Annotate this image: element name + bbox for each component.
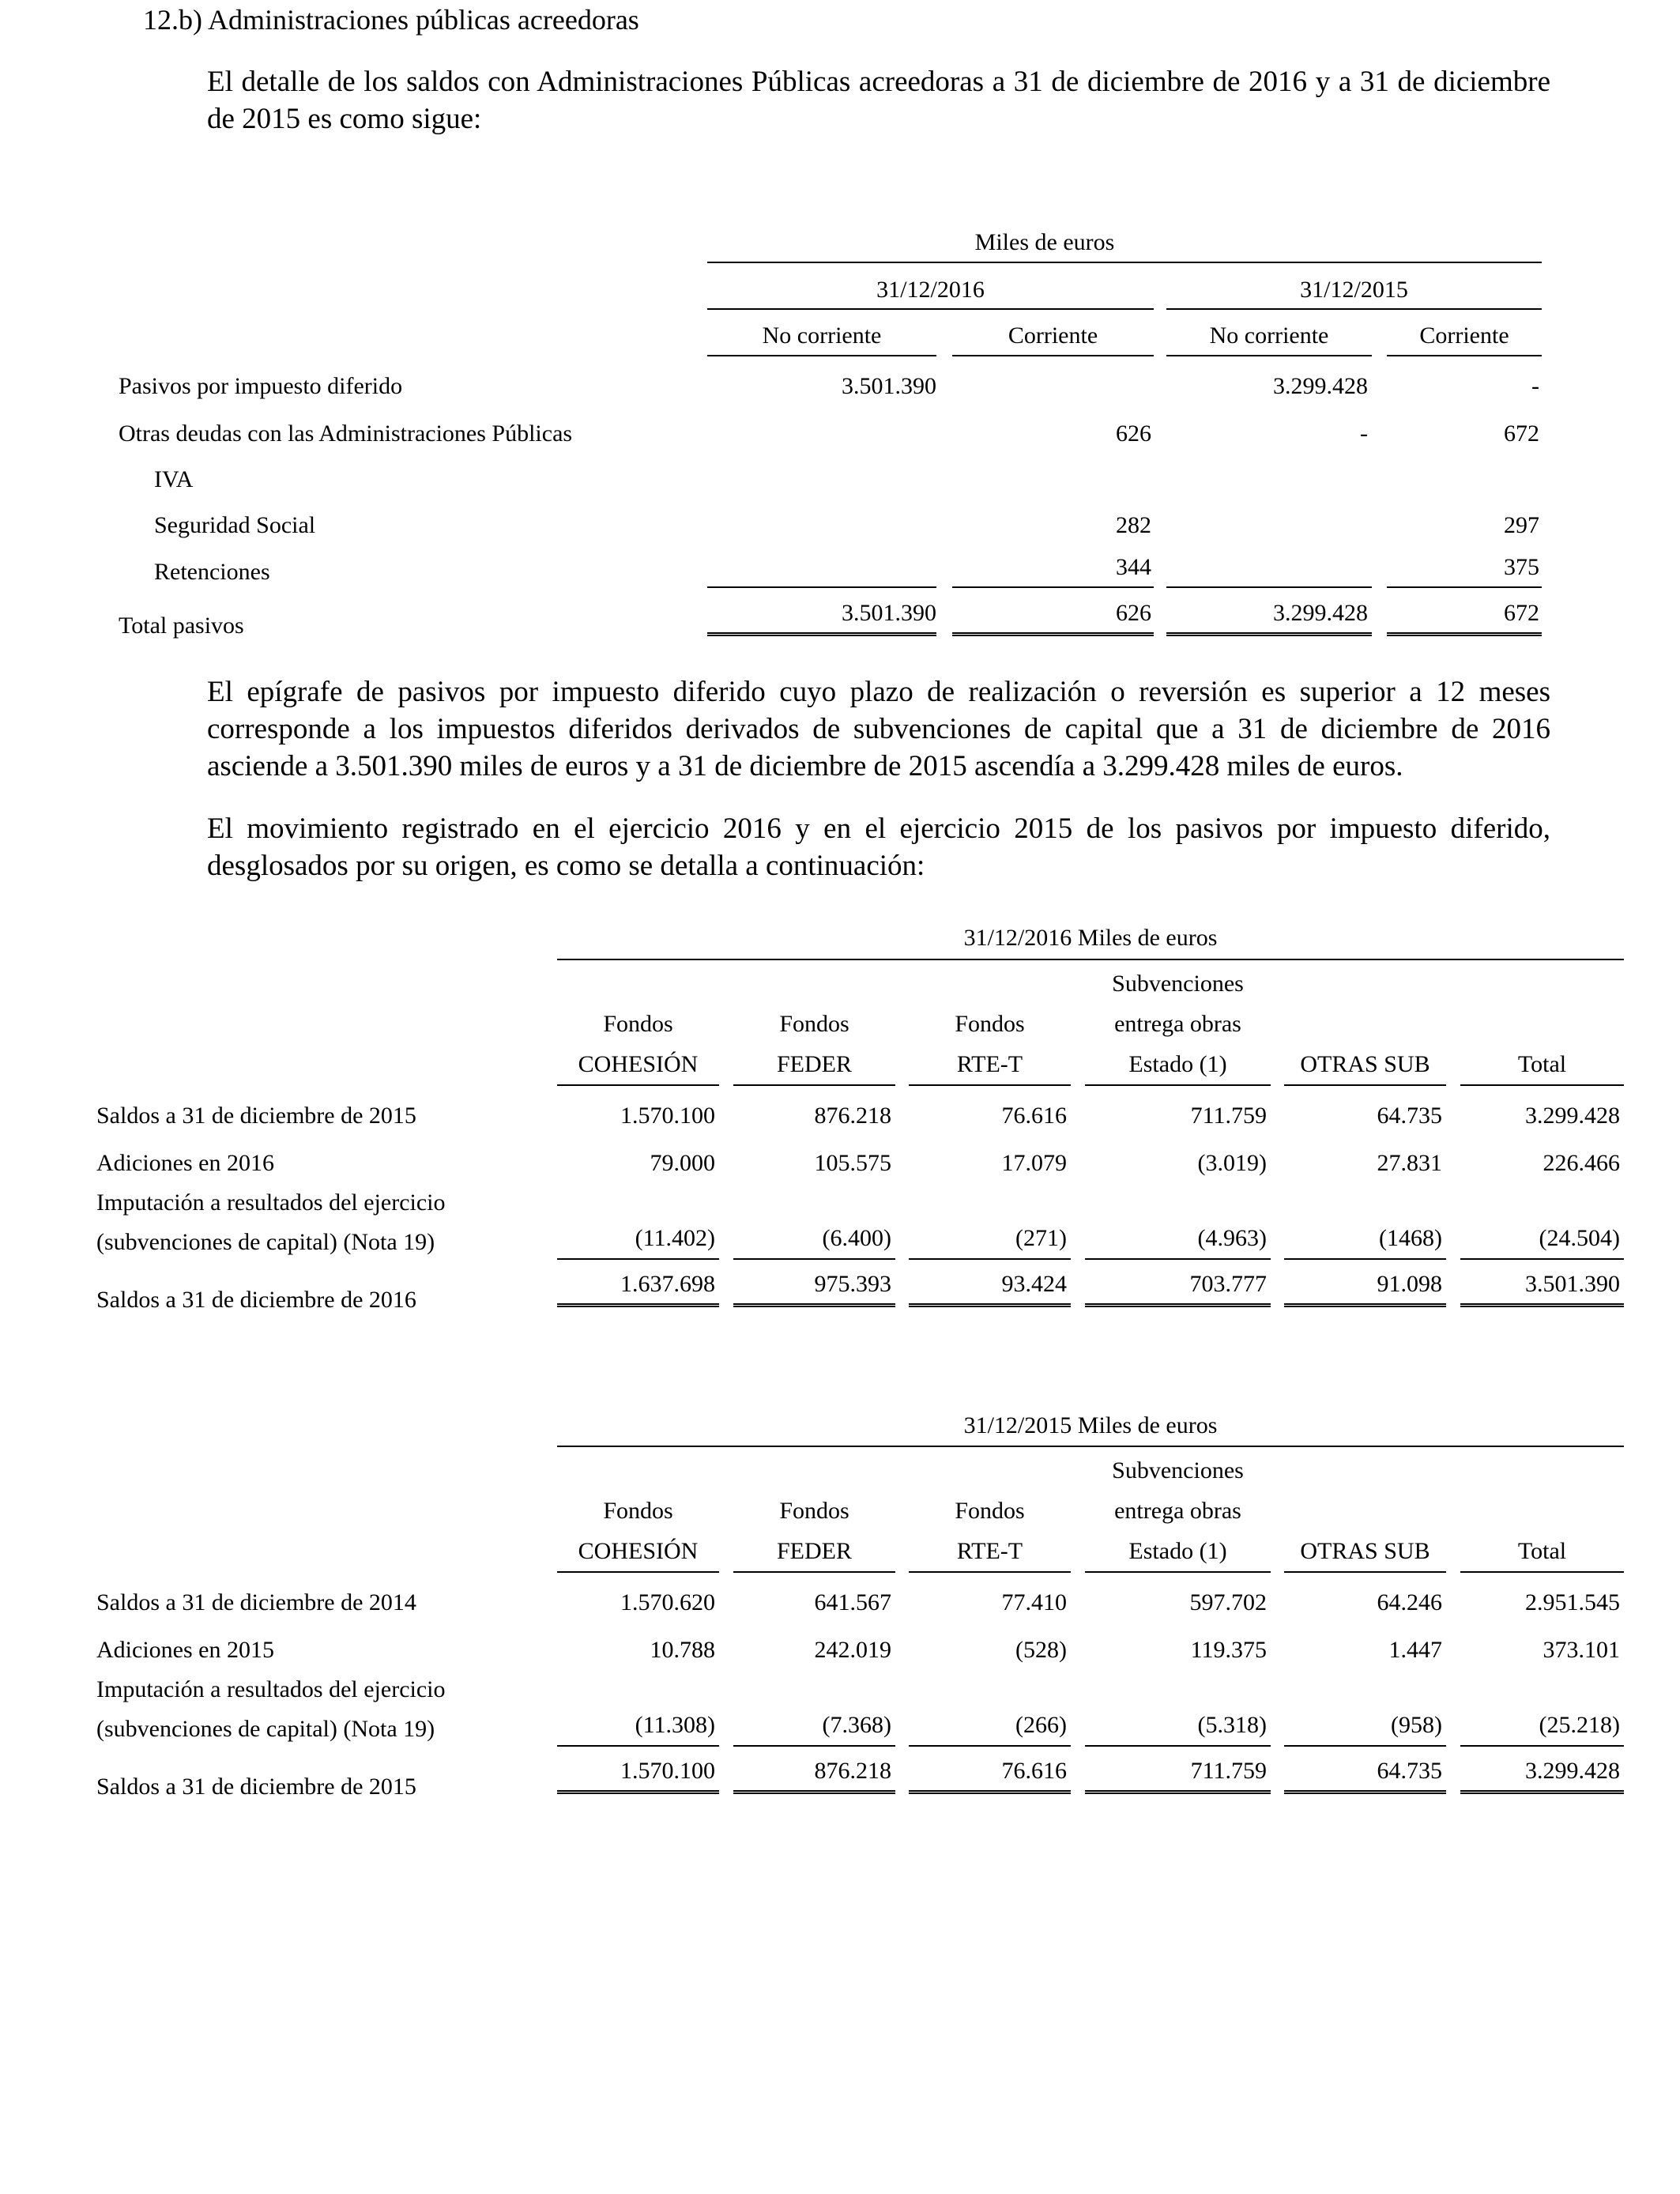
total-double-rule: [1460, 1303, 1624, 1307]
table-cell: 876.218: [814, 1758, 891, 1784]
table2-header: Fondos: [779, 1011, 849, 1037]
table2-col-rule: [1085, 1084, 1271, 1086]
table-row-label: Saldos a 31 de diciembre de 2015: [96, 1103, 416, 1129]
table-cell: 76.616: [1001, 1103, 1067, 1129]
table3-header: Total: [1517, 1538, 1567, 1564]
table3-col-rule: [1085, 1571, 1271, 1573]
table-row-label: (subvenciones de capital) (Nota 19): [96, 1716, 435, 1742]
total-double-rule: [1166, 632, 1372, 636]
intro-paragraph: El detalle de los saldos con Administraciones Públicas acreedoras a 31 de diciembre de 2016 y a 31 de diciembre de 2015 es como sigue:: [207, 66, 1550, 135]
table-row-label: Saldos a 31 de diciembre de 2015: [96, 1774, 416, 1800]
table1-rule-2015: [1166, 308, 1542, 310]
table3-header: Fondos: [779, 1498, 849, 1524]
table2-col-rule: [1284, 1084, 1446, 1086]
table-cell: 626: [1116, 600, 1151, 626]
table-cell: 3.501.390: [842, 600, 936, 626]
table-cell: 711.759: [1190, 1103, 1267, 1129]
table-cell: 672: [1504, 600, 1539, 626]
table-cell: 711.759: [1190, 1758, 1267, 1784]
table-cell: 27.831: [1377, 1150, 1442, 1176]
total-double-rule: [1387, 632, 1542, 636]
table-cell: 64.735: [1377, 1103, 1442, 1129]
table1-col-header: No corriente: [762, 322, 882, 349]
table-row-label: IVA: [154, 466, 194, 492]
section-heading: 12.b) Administraciones públicas acreedoras: [143, 4, 639, 36]
table-row-label: Retenciones: [154, 559, 270, 585]
table2-header: COHESIÓN: [578, 1051, 699, 1077]
table3-col-rule: [1284, 1571, 1446, 1573]
table3-header: COHESIÓN: [578, 1538, 699, 1564]
table3-header: Fondos: [603, 1498, 673, 1524]
subtotal-rule: [1284, 1745, 1446, 1747]
table1-rule-2016: [707, 308, 1154, 310]
subtotal-rule: [1387, 586, 1542, 588]
table-cell: 91.098: [1377, 1271, 1442, 1297]
table2-header: Fondos: [603, 1011, 673, 1037]
table-cell: (25.218): [1539, 1712, 1620, 1738]
table3-caption: 31/12/2015 Miles de euros: [963, 1412, 1218, 1438]
table2-header: entrega obras: [1114, 1011, 1241, 1037]
table-row-label: (subvenciones de capital) (Nota 19): [96, 1229, 435, 1255]
table-cell: (3.019): [1197, 1150, 1267, 1176]
table-cell: -: [1360, 420, 1368, 447]
table-cell: 93.424: [1001, 1271, 1067, 1297]
table-cell: 64.246: [1377, 1589, 1442, 1615]
table2-rule-top: [557, 959, 1624, 960]
total-double-rule: [707, 632, 936, 636]
table-cell: 641.567: [814, 1589, 891, 1615]
table-row-label: Total pasivos: [119, 613, 244, 639]
subtotal-rule: [733, 1258, 895, 1260]
table2-caption: 31/12/2016 Miles de euros: [963, 925, 1218, 951]
table-cell: 1.447: [1388, 1637, 1442, 1663]
table-cell: 703.777: [1189, 1271, 1267, 1297]
table1-unit: Miles de euros: [974, 229, 1115, 255]
table-cell: (528): [1015, 1637, 1067, 1663]
table-cell: 975.393: [814, 1271, 891, 1297]
table1-rule-top: [707, 262, 1542, 263]
table-cell: 2.951.545: [1525, 1589, 1620, 1615]
table3-col-rule: [909, 1571, 1071, 1573]
table-cell: 876.218: [814, 1103, 891, 1129]
total-double-rule: [1284, 1790, 1446, 1794]
table2-header: OTRAS SUB: [1300, 1051, 1430, 1077]
table2-header: RTE-T: [956, 1051, 1023, 1077]
table3-col-rule: [557, 1571, 719, 1573]
table-cell: 3.299.428: [1273, 373, 1368, 399]
table1-col-header: Corriente: [1419, 322, 1509, 349]
table-cell: (266): [1015, 1712, 1067, 1738]
movement-paragraph: El movimiento registrado en el ejercicio 2016 y en el ejercicio 2015 de los pasivos por impuesto diferido, desglosados por su origen, es como se detalla a continuación:: [207, 812, 1550, 882]
table-cell: 3.299.428: [1525, 1103, 1620, 1129]
table2-header: Estado (1): [1128, 1051, 1227, 1077]
table3-header: OTRAS SUB: [1300, 1538, 1430, 1564]
table-cell: (4.963): [1197, 1225, 1267, 1251]
table-row-label: Saldos a 31 de diciembre de 2014: [96, 1589, 416, 1615]
table-row-label: Otras deudas con las Administraciones Públicas: [119, 420, 573, 447]
table-cell: 1.570.100: [620, 1103, 715, 1129]
table3-col-rule: [1460, 1571, 1624, 1573]
total-double-rule: [1284, 1303, 1446, 1307]
table3-col-rule: [733, 1571, 895, 1573]
deferred-tax-paragraph: El epígrafe de pasivos por impuesto diferido cuyo plazo de realización o reversión es superior a 12 meses corresponde a los impuestos diferidos derivados de subvenciones de capital que a 31 de diciembre de 2016 asciende a 3.501.390 miles de euros y a 31 de diciembre de 2015 ascendía a 3.299.428 miles de euros.: [207, 676, 1550, 782]
table-cell: 597.702: [1189, 1589, 1267, 1615]
subtotal-rule: [909, 1258, 1071, 1260]
table1-col-rule: [952, 355, 1154, 356]
table-cell: (1468): [1379, 1225, 1442, 1251]
table-cell: 79.000: [650, 1150, 715, 1176]
table-cell: (24.504): [1539, 1225, 1620, 1251]
table-row-label: Saldos a 31 de diciembre de 2016: [96, 1287, 416, 1313]
table3-header: Subvenciones: [1112, 1457, 1244, 1483]
subtotal-rule: [1085, 1745, 1271, 1747]
total-double-rule: [1460, 1790, 1624, 1794]
subtotal-rule: [707, 586, 936, 588]
table1-col-header: No corriente: [1209, 322, 1329, 349]
table3-header: RTE-T: [956, 1538, 1023, 1564]
table2-header: FEDER: [776, 1051, 852, 1077]
table-cell: 242.019: [814, 1637, 891, 1663]
table-cell: 375: [1504, 554, 1539, 580]
table-cell: 1.570.100: [620, 1758, 715, 1784]
table1-period-2016: 31/12/2016: [876, 277, 985, 303]
table-cell: 626: [1116, 420, 1151, 447]
subtotal-rule: [557, 1745, 719, 1747]
table3-header: FEDER: [776, 1538, 852, 1564]
table-cell: 672: [1504, 420, 1539, 447]
table1-col-rule: [1387, 355, 1542, 356]
table-cell: (11.308): [635, 1712, 715, 1738]
total-double-rule: [1085, 1790, 1271, 1794]
subtotal-rule: [952, 586, 1154, 588]
subtotal-rule: [733, 1745, 895, 1747]
table-row-label: Imputación a resultados del ejercicio: [96, 1676, 446, 1702]
total-double-rule: [909, 1790, 1071, 1794]
table2-col-rule: [557, 1084, 719, 1086]
total-double-rule: [733, 1303, 895, 1307]
table-cell: (6.400): [822, 1225, 891, 1251]
total-double-rule: [909, 1303, 1071, 1307]
table-row-label: Seguridad Social: [154, 512, 316, 538]
table2-header: Total: [1517, 1051, 1567, 1077]
total-double-rule: [1085, 1303, 1271, 1307]
table1-col-rule: [1166, 355, 1372, 356]
total-double-rule: [557, 1790, 719, 1794]
table-cell: 3.501.390: [1525, 1271, 1620, 1297]
table-cell: 226.466: [1543, 1150, 1620, 1176]
total-double-rule: [733, 1790, 895, 1794]
table-cell: 373.101: [1543, 1637, 1620, 1663]
table3-header: Fondos: [955, 1498, 1025, 1524]
table-cell: 105.575: [814, 1150, 891, 1176]
table-row-label: Imputación a resultados del ejercicio: [96, 1189, 446, 1216]
subtotal-rule: [1460, 1258, 1624, 1260]
table-cell: 297: [1504, 512, 1539, 538]
table-cell: 76.616: [1001, 1758, 1067, 1784]
table1-col-rule: [707, 355, 936, 356]
table-cell: (7.368): [822, 1712, 891, 1738]
table-cell: 17.079: [1001, 1150, 1067, 1176]
table2-col-rule: [909, 1084, 1071, 1086]
table-cell: (958): [1391, 1712, 1442, 1738]
table-cell: 10.788: [650, 1637, 715, 1663]
table-cell: 344: [1116, 554, 1151, 580]
table-cell: 1.570.620: [620, 1589, 715, 1615]
table-cell: 77.410: [1001, 1589, 1067, 1615]
table-row-label: Adiciones en 2015: [96, 1637, 274, 1663]
table1-period-2015: 31/12/2015: [1300, 277, 1408, 303]
total-double-rule: [557, 1303, 719, 1307]
table-row-label: Adiciones en 2016: [96, 1150, 274, 1176]
table-cell: (271): [1015, 1225, 1067, 1251]
table-cell: (11.402): [635, 1225, 715, 1251]
subtotal-rule: [1460, 1745, 1624, 1747]
table-cell: 64.735: [1377, 1758, 1442, 1784]
subtotal-rule: [557, 1258, 719, 1260]
table2-header: Subvenciones: [1112, 971, 1244, 997]
table-cell: 3.299.428: [1525, 1758, 1620, 1784]
table-row-label: Pasivos por impuesto diferido: [119, 373, 403, 399]
table2-col-rule: [733, 1084, 895, 1086]
table-cell: 282: [1116, 512, 1151, 538]
table2-header: Fondos: [955, 1011, 1025, 1037]
table-cell: 3.501.390: [842, 373, 936, 399]
total-double-rule: [952, 632, 1154, 636]
table-cell: 3.299.428: [1273, 600, 1368, 626]
subtotal-rule: [1166, 586, 1372, 588]
subtotal-rule: [1284, 1258, 1446, 1260]
table3-rule-top: [557, 1446, 1624, 1447]
table3-header: Estado (1): [1128, 1538, 1227, 1564]
subtotal-rule: [1085, 1258, 1271, 1260]
table2-col-rule: [1460, 1084, 1624, 1086]
table1-col-header: Corriente: [1008, 322, 1098, 349]
table-cell: (5.318): [1197, 1712, 1267, 1738]
subtotal-rule: [909, 1745, 1071, 1747]
table3-header: entrega obras: [1114, 1498, 1241, 1524]
table-cell: 119.375: [1190, 1637, 1267, 1663]
table-cell: -: [1531, 373, 1539, 399]
table-cell: 1.637.698: [620, 1271, 715, 1297]
